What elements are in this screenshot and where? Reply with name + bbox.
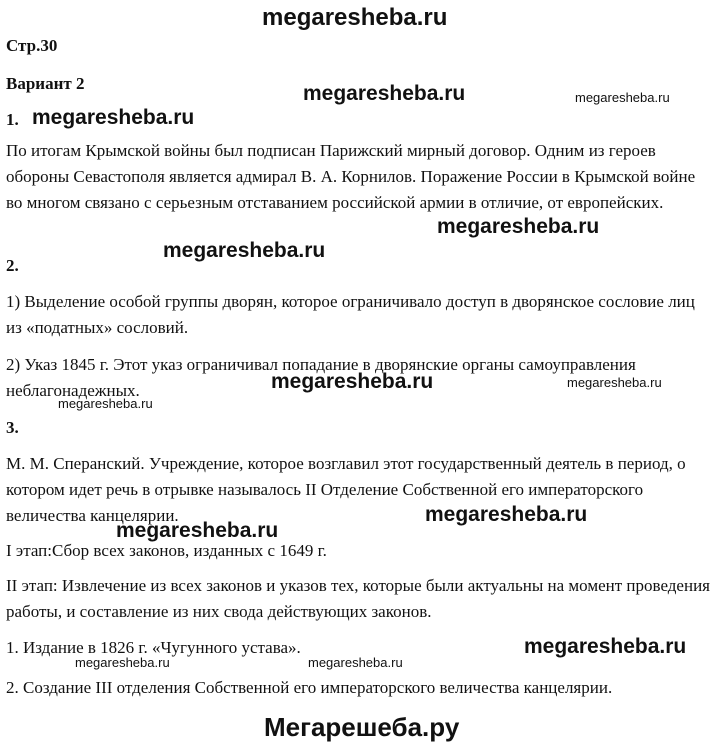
watermark-small: megaresheba.ru [567, 375, 662, 390]
answer-3-stage-2: II этап: Извлечение из всех законов и указов тех, которые были актуальны на момент проведения работы, и составление из них свода действующих законов. [6, 576, 710, 621]
watermark: megaresheba.ru [32, 106, 195, 129]
watermark: megaresheba.ru [163, 239, 326, 262]
watermark: megaresheba.ru [425, 503, 588, 526]
watermark-small: megaresheba.ru [75, 655, 170, 670]
watermark: megaresheba.ru [524, 635, 687, 658]
watermark-small: megaresheba.ru [308, 655, 403, 670]
footer-site-title: Мегарешеба.ру [264, 712, 460, 742]
watermark-small: megaresheba.ru [58, 396, 153, 411]
question-number-3: 3. [6, 418, 19, 437]
watermark: megaresheba.ru [303, 82, 466, 105]
question-number-1: 1. [6, 110, 19, 129]
answer-3-stage-1: I этап:Сбор всех законов, изданных с 1649 г. [6, 541, 327, 560]
watermark-small: megaresheba.ru [575, 90, 670, 105]
answer-1-text: По итогам Крымской войны был подписан Парижский мирный договор. Одним из героев обороны Севастополя является адмирал В. А. Корнилов. Поражение России в Крымской войне во многом связано с серьезным отставанием российской армии в отличие, от европейских. [6, 141, 696, 212]
watermark: megaresheba.ru [271, 370, 434, 393]
watermark: megaresheba.ru [437, 215, 600, 238]
header-site-title: megaresheba.ru [262, 4, 448, 31]
answer-3-item-1: 1. Издание в 1826 г. «Чугунного устава». [6, 638, 301, 657]
page-label: Стр.30 [6, 36, 58, 55]
variant-label: Вариант 2 [6, 74, 85, 93]
watermark: megaresheba.ru [116, 519, 279, 542]
answer-3-item-2: 2. Создание III отделения Собственной его императорского величества канцелярии. [6, 678, 613, 697]
answer-2-item-1: 1) Выделение особой группы дворян, которое ограничивало доступ в дворянское сословие лиц из «податных» сословий. [6, 292, 695, 337]
answer-2-item-2: 2) Указ 1845 г. Этот указ ограничивал попадание в дворянские органы самоуправления неблагонадежных. [6, 355, 636, 400]
question-number-2: 2. [6, 256, 19, 275]
answer-3-intro: М. М. Сперанский. Учреждение, которое возглавил этот государственный деятель в период, о котором идет речь в отрывке называлось II Отделение Собственной его императорского величества канцелярии. [6, 454, 686, 525]
